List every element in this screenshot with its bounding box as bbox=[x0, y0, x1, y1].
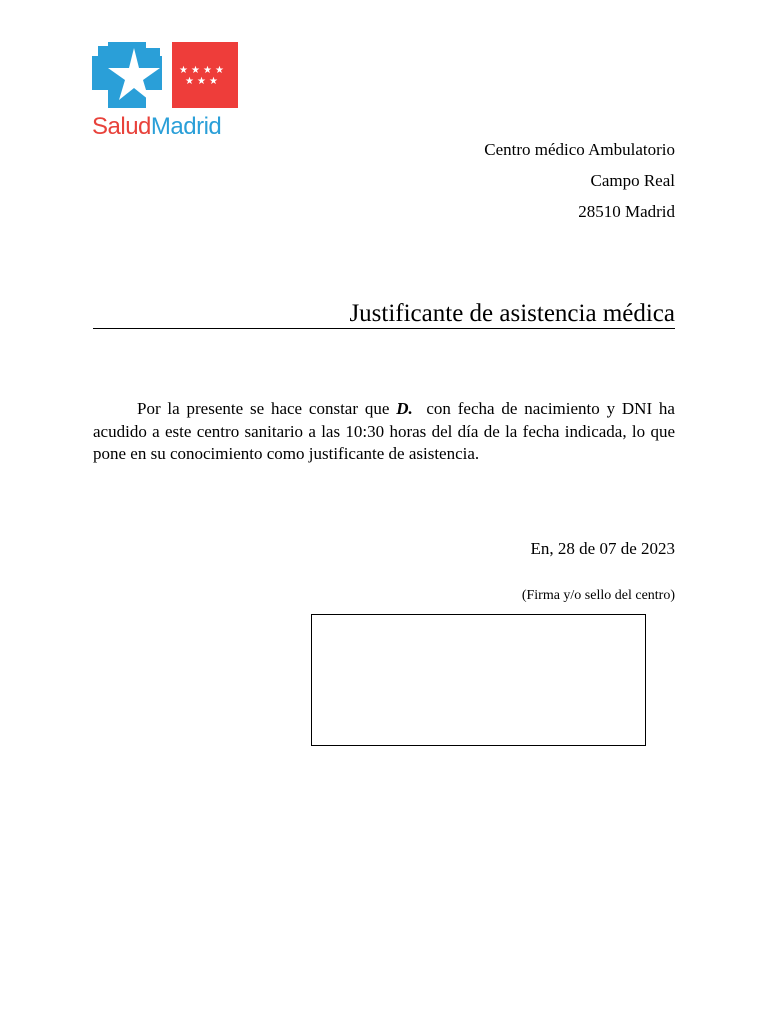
svg-text:★: ★ bbox=[185, 76, 194, 87]
body-text-part-2: con fecha de nacimiento y DNI ha acudido a este centro sanitario a las 10:30 horas del día de la fecha indicada, lo que pone en su conocimiento como justificante de asistencia. bbox=[93, 399, 680, 463]
logo-text-madrid: Madrid bbox=[150, 113, 222, 140]
body-paragraph bbox=[93, 398, 680, 466]
svg-text:★: ★ bbox=[191, 65, 200, 76]
patient-name: D. bbox=[396, 399, 413, 418]
logo-wordmark bbox=[92, 112, 221, 142]
document-title: Justificante de asistencia médica bbox=[349, 300, 675, 327]
date-line: En, 28 de 07 de 2023 bbox=[530, 539, 675, 558]
svg-text:★: ★ bbox=[215, 65, 224, 76]
title-underline bbox=[93, 328, 675, 329]
signature-stamp-box bbox=[311, 614, 646, 746]
center-address bbox=[484, 134, 675, 227]
signature-label: (Firma y/o sello del centro) bbox=[521, 588, 675, 603]
salud-madrid-logo bbox=[92, 42, 242, 142]
svg-text:★: ★ bbox=[179, 65, 188, 76]
svg-text:★: ★ bbox=[197, 76, 206, 87]
svg-text:★: ★ bbox=[203, 65, 212, 76]
logo-text-salud: Salud bbox=[92, 113, 151, 140]
salud-madrid-emblem-icon bbox=[92, 42, 240, 110]
address-line-2: Campo Real bbox=[590, 171, 675, 190]
svg-text:★: ★ bbox=[209, 76, 218, 87]
address-line-3: 28510 Madrid bbox=[578, 202, 675, 221]
address-line-1: Centro médico Ambulatorio bbox=[484, 140, 675, 159]
body-text-part-1: Por la presente se hace constar que bbox=[137, 399, 397, 418]
